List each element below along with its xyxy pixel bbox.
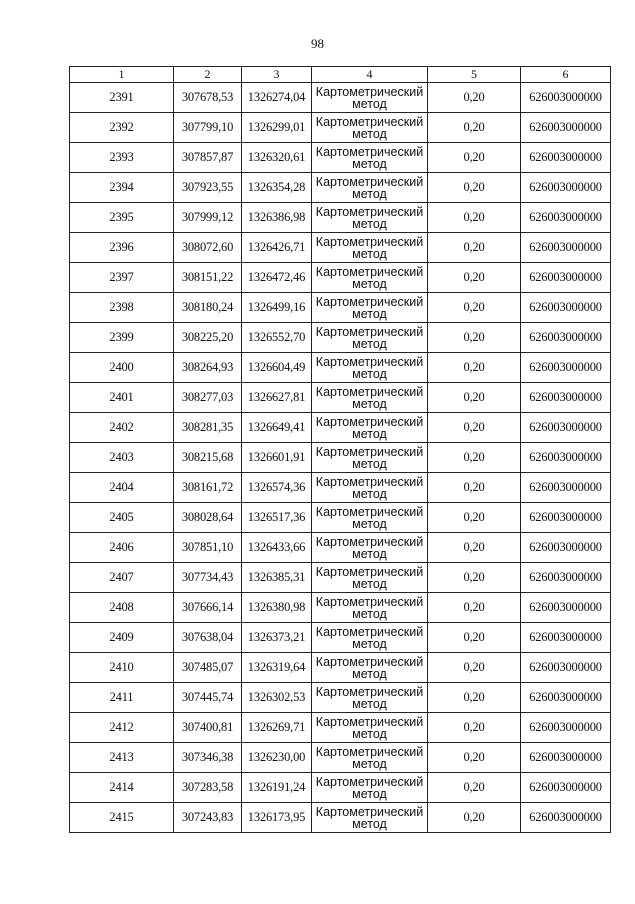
method-line-1: Картометрический bbox=[315, 204, 424, 219]
point-number-cell: 2412 bbox=[70, 713, 174, 743]
table-row bbox=[70, 473, 611, 503]
accuracy-cell: 0,20 bbox=[428, 773, 521, 803]
code-cell: 626003000000 bbox=[521, 263, 611, 293]
y-coordinate-cell: 1326269,71 bbox=[242, 713, 312, 743]
y-coordinate-cell: 1326274,04 bbox=[242, 83, 312, 113]
code-cell: 626003000000 bbox=[521, 653, 611, 683]
method-line-1: Картометрический bbox=[315, 474, 424, 489]
x-coordinate-cell: 308215,68 bbox=[174, 443, 242, 473]
point-number-cell: 2402 bbox=[70, 413, 174, 443]
method-line-1: Картометрический bbox=[315, 114, 424, 129]
method-cell bbox=[312, 203, 428, 233]
y-coordinate-cell: 1326386,98 bbox=[242, 203, 312, 233]
x-coordinate-cell: 307678,53 bbox=[174, 83, 242, 113]
code-cell: 626003000000 bbox=[521, 533, 611, 563]
header-col-3: 3 bbox=[242, 67, 312, 83]
x-coordinate-cell: 307445,74 bbox=[174, 683, 242, 713]
y-coordinate-cell: 1326627,81 bbox=[242, 383, 312, 413]
method-line-1: Картометрический bbox=[315, 534, 424, 549]
code-cell: 626003000000 bbox=[521, 593, 611, 623]
point-number-cell: 2408 bbox=[70, 593, 174, 623]
x-coordinate-cell: 307346,38 bbox=[174, 743, 242, 773]
y-coordinate-cell: 1326426,71 bbox=[242, 233, 312, 263]
method-cell bbox=[312, 563, 428, 593]
method-cell bbox=[312, 533, 428, 563]
accuracy-cell: 0,20 bbox=[428, 353, 521, 383]
table-row bbox=[70, 683, 611, 713]
method-line-2: метод bbox=[352, 396, 387, 411]
method-line-1: Картометрический bbox=[315, 564, 424, 579]
y-coordinate-cell: 1326517,36 bbox=[242, 503, 312, 533]
method-cell bbox=[312, 323, 428, 353]
method-line-1: Картометрический bbox=[315, 594, 424, 609]
table-row bbox=[70, 563, 611, 593]
y-coordinate-cell: 1326302,53 bbox=[242, 683, 312, 713]
code-cell: 626003000000 bbox=[521, 623, 611, 653]
y-coordinate-cell: 1326373,21 bbox=[242, 623, 312, 653]
table-row bbox=[70, 353, 611, 383]
method-line-2: метод bbox=[352, 246, 387, 261]
table-header bbox=[70, 67, 611, 83]
header-col-4: 4 bbox=[312, 67, 428, 83]
point-number-cell: 2397 bbox=[70, 263, 174, 293]
code-cell: 626003000000 bbox=[521, 713, 611, 743]
table-body bbox=[70, 83, 611, 833]
method-cell bbox=[312, 743, 428, 773]
x-coordinate-cell: 308028,64 bbox=[174, 503, 242, 533]
method-line-2: метод bbox=[352, 276, 387, 291]
code-cell: 626003000000 bbox=[521, 473, 611, 503]
method-line-2: метод bbox=[352, 756, 387, 771]
page-number: 98 bbox=[311, 36, 324, 51]
table-row bbox=[70, 323, 611, 353]
y-coordinate-cell: 1326601,91 bbox=[242, 443, 312, 473]
method-cell bbox=[312, 143, 428, 173]
accuracy-cell: 0,20 bbox=[428, 203, 521, 233]
x-coordinate-cell: 308264,93 bbox=[174, 353, 242, 383]
x-coordinate-cell: 307734,43 bbox=[174, 563, 242, 593]
accuracy-cell: 0,20 bbox=[428, 293, 521, 323]
code-cell: 626003000000 bbox=[521, 413, 611, 443]
point-number-cell: 2394 bbox=[70, 173, 174, 203]
code-cell: 626003000000 bbox=[521, 83, 611, 113]
method-line-2: метод bbox=[352, 816, 387, 831]
table-row bbox=[70, 263, 611, 293]
point-number-cell: 2401 bbox=[70, 383, 174, 413]
accuracy-cell: 0,20 bbox=[428, 563, 521, 593]
accuracy-cell: 0,20 bbox=[428, 173, 521, 203]
y-coordinate-cell: 1326230,00 bbox=[242, 743, 312, 773]
y-coordinate-cell: 1326433,66 bbox=[242, 533, 312, 563]
method-line-1: Картометрический bbox=[315, 384, 424, 399]
point-number-cell: 2406 bbox=[70, 533, 174, 563]
point-number-cell: 2400 bbox=[70, 353, 174, 383]
method-line-2: метод bbox=[352, 696, 387, 711]
method-line-1: Картометрический bbox=[315, 234, 424, 249]
method-line-2: метод bbox=[352, 546, 387, 561]
method-line-2: метод bbox=[352, 186, 387, 201]
method-line-1: Картометрический bbox=[315, 144, 424, 159]
table-row bbox=[70, 413, 611, 443]
accuracy-cell: 0,20 bbox=[428, 473, 521, 503]
method-line-1: Картометрический bbox=[315, 774, 424, 789]
method-cell bbox=[312, 263, 428, 293]
method-line-1: Картометрический bbox=[315, 174, 424, 189]
x-coordinate-cell: 307638,04 bbox=[174, 623, 242, 653]
method-cell bbox=[312, 473, 428, 503]
method-line-1: Картометрический bbox=[315, 264, 424, 279]
method-line-2: метод bbox=[352, 366, 387, 381]
code-cell: 626003000000 bbox=[521, 563, 611, 593]
method-line-1: Картометрический bbox=[315, 654, 424, 669]
method-line-1: Картометрический bbox=[315, 444, 424, 459]
table-row bbox=[70, 623, 611, 653]
point-number-cell: 2410 bbox=[70, 653, 174, 683]
point-number-cell: 2407 bbox=[70, 563, 174, 593]
point-number-cell: 2399 bbox=[70, 323, 174, 353]
method-cell bbox=[312, 83, 428, 113]
table-row bbox=[70, 803, 611, 833]
table-row bbox=[70, 653, 611, 683]
x-coordinate-cell: 307851,10 bbox=[174, 533, 242, 563]
method-line-1: Картометрический bbox=[315, 414, 424, 429]
table-row bbox=[70, 383, 611, 413]
method-line-1: Картометрический bbox=[315, 354, 424, 369]
x-coordinate-cell: 307243,83 bbox=[174, 803, 242, 833]
method-cell bbox=[312, 293, 428, 323]
method-line-1: Картометрический bbox=[315, 744, 424, 759]
x-coordinate-cell: 307400,81 bbox=[174, 713, 242, 743]
accuracy-cell: 0,20 bbox=[428, 233, 521, 263]
accuracy-cell: 0,20 bbox=[428, 623, 521, 653]
method-cell bbox=[312, 773, 428, 803]
accuracy-cell: 0,20 bbox=[428, 263, 521, 293]
table-row bbox=[70, 503, 611, 533]
table-row bbox=[70, 113, 611, 143]
table-row bbox=[70, 743, 611, 773]
point-number-cell: 2392 bbox=[70, 113, 174, 143]
accuracy-cell: 0,20 bbox=[428, 503, 521, 533]
point-number-cell: 2415 bbox=[70, 803, 174, 833]
header-col-1: 1 bbox=[70, 67, 174, 83]
method-line-1: Картометрический bbox=[315, 624, 424, 639]
accuracy-cell: 0,20 bbox=[428, 383, 521, 413]
table-row bbox=[70, 203, 611, 233]
table-row bbox=[70, 233, 611, 263]
accuracy-cell: 0,20 bbox=[428, 83, 521, 113]
point-number-cell: 2391 bbox=[70, 83, 174, 113]
x-coordinate-cell: 308225,20 bbox=[174, 323, 242, 353]
accuracy-cell: 0,20 bbox=[428, 443, 521, 473]
header-row bbox=[70, 67, 611, 83]
method-line-2: метод bbox=[352, 666, 387, 681]
table-row bbox=[70, 533, 611, 563]
method-line-2: метод bbox=[352, 486, 387, 501]
table-row bbox=[70, 83, 611, 113]
method-cell bbox=[312, 353, 428, 383]
accuracy-cell: 0,20 bbox=[428, 743, 521, 773]
method-line-2: метод bbox=[352, 96, 387, 111]
method-cell bbox=[312, 443, 428, 473]
point-number-cell: 2414 bbox=[70, 773, 174, 803]
method-line-2: метод bbox=[352, 126, 387, 141]
method-cell bbox=[312, 503, 428, 533]
x-coordinate-cell: 308277,03 bbox=[174, 383, 242, 413]
code-cell: 626003000000 bbox=[521, 113, 611, 143]
point-number-cell: 2396 bbox=[70, 233, 174, 263]
accuracy-cell: 0,20 bbox=[428, 323, 521, 353]
point-number-cell: 2413 bbox=[70, 743, 174, 773]
method-cell bbox=[312, 683, 428, 713]
accuracy-cell: 0,20 bbox=[428, 143, 521, 173]
method-line-2: метод bbox=[352, 516, 387, 531]
method-line-2: метод bbox=[352, 726, 387, 741]
x-coordinate-cell: 307923,55 bbox=[174, 173, 242, 203]
method-line-1: Картометрический bbox=[315, 294, 424, 309]
y-coordinate-cell: 1326649,41 bbox=[242, 413, 312, 443]
method-line-2: метод bbox=[352, 216, 387, 231]
method-line-1: Картометрический bbox=[315, 804, 424, 819]
code-cell: 626003000000 bbox=[521, 683, 611, 713]
coordinates-table bbox=[69, 66, 611, 833]
y-coordinate-cell: 1326320,61 bbox=[242, 143, 312, 173]
table-row bbox=[70, 143, 611, 173]
method-cell bbox=[312, 413, 428, 443]
method-line-2: метод bbox=[352, 156, 387, 171]
code-cell: 626003000000 bbox=[521, 293, 611, 323]
method-cell bbox=[312, 653, 428, 683]
header-col-6: 6 bbox=[521, 67, 611, 83]
header-col-2: 2 bbox=[174, 67, 242, 83]
x-coordinate-cell: 307485,07 bbox=[174, 653, 242, 683]
method-line-2: метод bbox=[352, 336, 387, 351]
y-coordinate-cell: 1326354,28 bbox=[242, 173, 312, 203]
code-cell: 626003000000 bbox=[521, 383, 611, 413]
method-cell bbox=[312, 623, 428, 653]
table-row bbox=[70, 173, 611, 203]
method-line-1: Картометрический bbox=[315, 504, 424, 519]
table-row bbox=[70, 443, 611, 473]
table-row bbox=[70, 593, 611, 623]
method-line-2: метод bbox=[352, 306, 387, 321]
accuracy-cell: 0,20 bbox=[428, 803, 521, 833]
point-number-cell: 2398 bbox=[70, 293, 174, 323]
code-cell: 626003000000 bbox=[521, 203, 611, 233]
method-cell bbox=[312, 803, 428, 833]
method-line-2: метод bbox=[352, 426, 387, 441]
code-cell: 626003000000 bbox=[521, 323, 611, 353]
y-coordinate-cell: 1326552,70 bbox=[242, 323, 312, 353]
code-cell: 626003000000 bbox=[521, 443, 611, 473]
point-number-cell: 2409 bbox=[70, 623, 174, 653]
x-coordinate-cell: 307283,58 bbox=[174, 773, 242, 803]
method-line-2: метод bbox=[352, 786, 387, 801]
table-row bbox=[70, 773, 611, 803]
x-coordinate-cell: 307999,12 bbox=[174, 203, 242, 233]
accuracy-cell: 0,20 bbox=[428, 593, 521, 623]
accuracy-cell: 0,20 bbox=[428, 533, 521, 563]
accuracy-cell: 0,20 bbox=[428, 413, 521, 443]
point-number-cell: 2393 bbox=[70, 143, 174, 173]
method-cell bbox=[312, 713, 428, 743]
code-cell: 626003000000 bbox=[521, 173, 611, 203]
method-line-2: метод bbox=[352, 636, 387, 651]
method-line-1: Картометрический bbox=[315, 84, 424, 99]
method-line-2: метод bbox=[352, 576, 387, 591]
point-number-cell: 2411 bbox=[70, 683, 174, 713]
x-coordinate-cell: 308072,60 bbox=[174, 233, 242, 263]
y-coordinate-cell: 1326385,31 bbox=[242, 563, 312, 593]
point-number-cell: 2405 bbox=[70, 503, 174, 533]
code-cell: 626003000000 bbox=[521, 743, 611, 773]
header-col-5: 5 bbox=[428, 67, 521, 83]
method-cell bbox=[312, 113, 428, 143]
y-coordinate-cell: 1326604,49 bbox=[242, 353, 312, 383]
method-cell bbox=[312, 233, 428, 263]
method-line-2: метод bbox=[352, 606, 387, 621]
x-coordinate-cell: 308180,24 bbox=[174, 293, 242, 323]
table-row bbox=[70, 293, 611, 323]
x-coordinate-cell: 307857,87 bbox=[174, 143, 242, 173]
code-cell: 626003000000 bbox=[521, 503, 611, 533]
code-cell: 626003000000 bbox=[521, 143, 611, 173]
y-coordinate-cell: 1326574,36 bbox=[242, 473, 312, 503]
point-number-cell: 2403 bbox=[70, 443, 174, 473]
accuracy-cell: 0,20 bbox=[428, 113, 521, 143]
y-coordinate-cell: 1326191,24 bbox=[242, 773, 312, 803]
y-coordinate-cell: 1326380,98 bbox=[242, 593, 312, 623]
accuracy-cell: 0,20 bbox=[428, 653, 521, 683]
method-cell bbox=[312, 383, 428, 413]
y-coordinate-cell: 1326472,46 bbox=[242, 263, 312, 293]
accuracy-cell: 0,20 bbox=[428, 683, 521, 713]
method-cell bbox=[312, 593, 428, 623]
x-coordinate-cell: 307666,14 bbox=[174, 593, 242, 623]
code-cell: 626003000000 bbox=[521, 803, 611, 833]
code-cell: 626003000000 bbox=[521, 353, 611, 383]
code-cell: 626003000000 bbox=[521, 773, 611, 803]
y-coordinate-cell: 1326299,01 bbox=[242, 113, 312, 143]
code-cell: 626003000000 bbox=[521, 233, 611, 263]
method-line-1: Картометрический bbox=[315, 324, 424, 339]
point-number-cell: 2395 bbox=[70, 203, 174, 233]
y-coordinate-cell: 1326499,16 bbox=[242, 293, 312, 323]
method-line-1: Картометрический bbox=[315, 714, 424, 729]
method-line-1: Картометрический bbox=[315, 684, 424, 699]
method-cell bbox=[312, 173, 428, 203]
y-coordinate-cell: 1326319,64 bbox=[242, 653, 312, 683]
x-coordinate-cell: 308281,35 bbox=[174, 413, 242, 443]
accuracy-cell: 0,20 bbox=[428, 713, 521, 743]
x-coordinate-cell: 308151,22 bbox=[174, 263, 242, 293]
method-line-2: метод bbox=[352, 456, 387, 471]
point-number-cell: 2404 bbox=[70, 473, 174, 503]
x-coordinate-cell: 308161,72 bbox=[174, 473, 242, 503]
x-coordinate-cell: 307799,10 bbox=[174, 113, 242, 143]
table-row bbox=[70, 713, 611, 743]
y-coordinate-cell: 1326173,95 bbox=[242, 803, 312, 833]
